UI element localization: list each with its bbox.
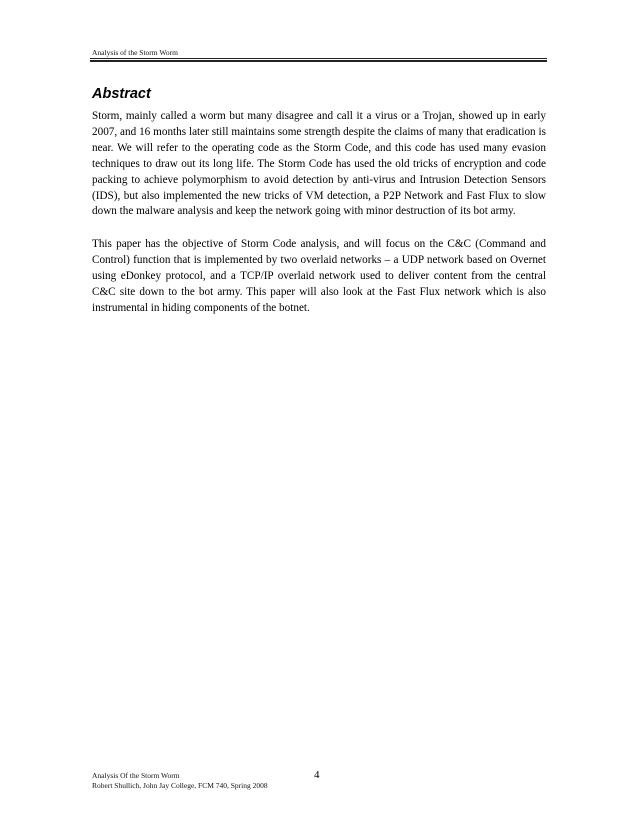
abstract-paragraph-1: Storm, mainly called a worm but many disagree and call it a virus or a Trojan, showed up in early 2007, and 16 months later still maintains some strength despite the claims of many that eradication is near. We will refer to the operating code as the Storm Code, and this code has used many evasion techniques to draw out its long life. The Storm Code has used the old tricks of encryption and code packing to achieve polymorphism to avoid detection by anti-virus and Intrusion Detection Sensors (IDS), but also implemented the new tricks of VM detection, a P2P Network and Fast Flux to slow down the malware analysis and keep the network going with minor destruction of its bot army. [92, 110, 546, 218]
abstract-heading: Abstract [92, 86, 151, 102]
page-number: 4 [314, 769, 320, 781]
running-header: Analysis of the Storm Worm [92, 48, 178, 57]
header-rule-thick [90, 60, 547, 62]
footer-title: Analysis Of the Storm Worm [92, 771, 180, 780]
abstract-paragraph-2: This paper has the objective of Storm Code analysis, and will focus on the C&C (Command and Control) function that is implemented by two overlaid networks – a UDP network based on Overnet using eDonkey protocol, and a TCP/IP overlaid network used to deliver content from the central C&C site down to the bot army. This paper will also look at the Fast Flux network which is also instrumental in hiding components of the botnet. [92, 238, 546, 314]
footer-credits [92, 771, 268, 791]
footer-author-line: Robert Shullich, John Jay College, FCM 740, Spring 2008 [92, 781, 268, 790]
header-rule-thin [90, 58, 547, 59]
